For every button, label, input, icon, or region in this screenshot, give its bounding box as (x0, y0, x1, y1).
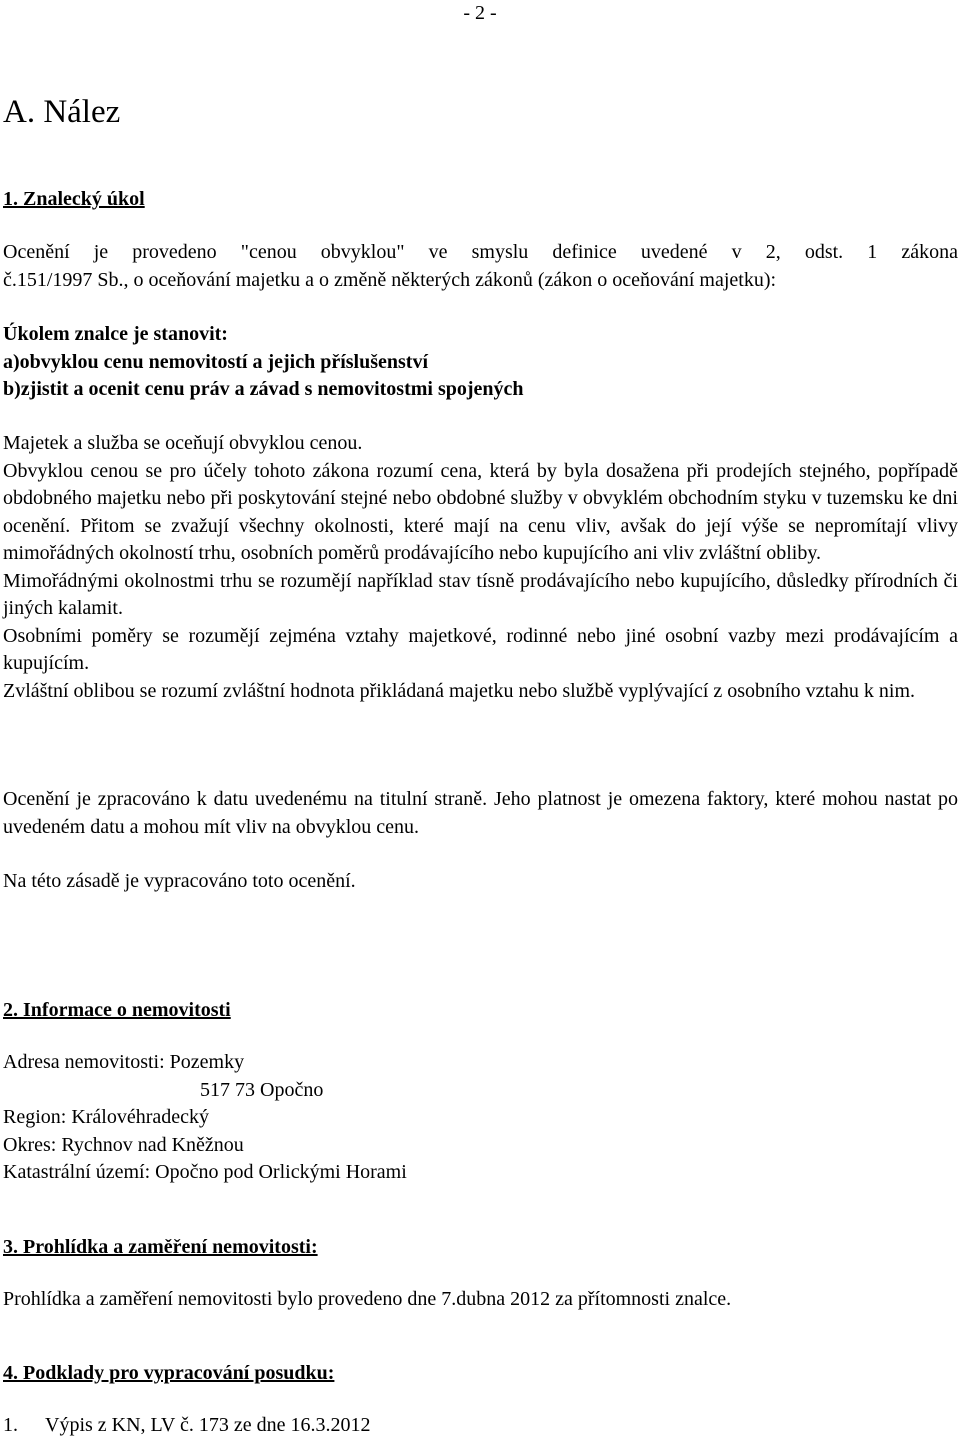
section-2-heading: 2. Informace o nemovitosti (3, 999, 231, 1021)
task-list (3, 321, 958, 404)
inspection-text: Prohlídka a zaměření nemovitosti bylo provedeno dne 7.dubna 2012 za přítomnosti znalce. (3, 1288, 732, 1310)
paragraph-basis: Na této zásadě je vypracováno toto ocenění. (3, 870, 356, 892)
paragraph-special-favor: Zvláštní oblibou se rozumí zvláštní hodnota přikládaná majetku nebo službě vyplývající z osobního vztahu k nim. (3, 679, 916, 702)
intro-line-2: č.151/1997 Sb., o oceňování majetku a o změně některých zákonů (zákon o oceňování majetku): (3, 268, 777, 291)
address-row (3, 1049, 958, 1077)
paragraph-validity-date: Ocenění je zpracováno k datu uvedenému na titulní straně. Jeho platnost je omezena faktory, které mohou nastat po uvedeném datu a mohou mít vliv na obvyklou cenu. (3, 788, 958, 838)
list-item-number: 1. (3, 1414, 18, 1436)
paragraph-valued: Majetek a služba se oceňují obvyklou cenou. (3, 432, 363, 454)
task-title: Úkolem znalce je stanovit: (3, 323, 228, 345)
page-title: A. Nález (3, 94, 121, 130)
page-number: - 2 - (463, 2, 497, 24)
definition-block (3, 430, 958, 705)
address-label: Adresa nemovitosti: (3, 1051, 165, 1073)
paragraph-usual-price: Obvyklou cenou se pro účely tohoto zákona rozumí cena, která by byla dosažena při prodejích stejného, popřípadě obdobného majetku nebo při poskytování stejné nebo obdobné služby v obvyklém obchodním styku v tuzemsku ke dni ocenění. Přitom se zvažují všechny okolnosti, které mají na cenu vliv, avšak do její výše se nepromítají vlivy mimořádných okolností trhu, osobních poměrů prodávajícího nebo kupujícího ani vliv zvláštní obliby. (3, 459, 958, 564)
paragraph-extraordinary: Mimořádnými okolnostmi trhu se rozumějí například stav tísně prodávajícího nebo kupujícího, důsledky přírodních či jiných kalamit. (3, 569, 958, 619)
section-3-heading: 3. Prohlídka a zaměření nemovitosti: (3, 1236, 318, 1258)
list-item-text: Výpis z KN, LV č. 173 ze dne 16.3.2012 (45, 1414, 371, 1436)
list-item (3, 1412, 958, 1440)
region-row: Region: Královéhradecký (3, 1106, 210, 1128)
property-info (3, 1049, 958, 1187)
address-line-2: 517 73 Opočno (200, 1078, 324, 1101)
task-item-b: b)zjistit a ocenit cenu práv a závad s nemovitostmi spojených (3, 378, 524, 400)
section-1-intro (3, 239, 958, 294)
section-1-heading: 1. Znalecký úkol (3, 188, 145, 210)
cadastral-row: Katastrální území: Opočno pod Orlickými Horami (3, 1161, 407, 1183)
intro-line-1: Ocenění je provedeno "cenou obvyklou" ve smyslu definice uvedené v 2, odst. 1 zákona (3, 241, 958, 263)
section-4-heading: 4. Podklady pro vypracování posudku: (3, 1362, 335, 1384)
sources-list (3, 1412, 958, 1440)
district-row: Okres: Rychnov nad Kněžnou (3, 1133, 244, 1156)
paragraph-personal-relations: Osobními poměry se rozumějí zejména vztahy majetkové, rodinné nebo jiné osobní vazby mezi prodávajícím a kupujícím. (3, 624, 958, 674)
address-line-1: Pozemky (169, 1051, 245, 1073)
task-item-a: a)obvyklou cenu nemovitostí a jejich příslušenství (3, 350, 429, 373)
